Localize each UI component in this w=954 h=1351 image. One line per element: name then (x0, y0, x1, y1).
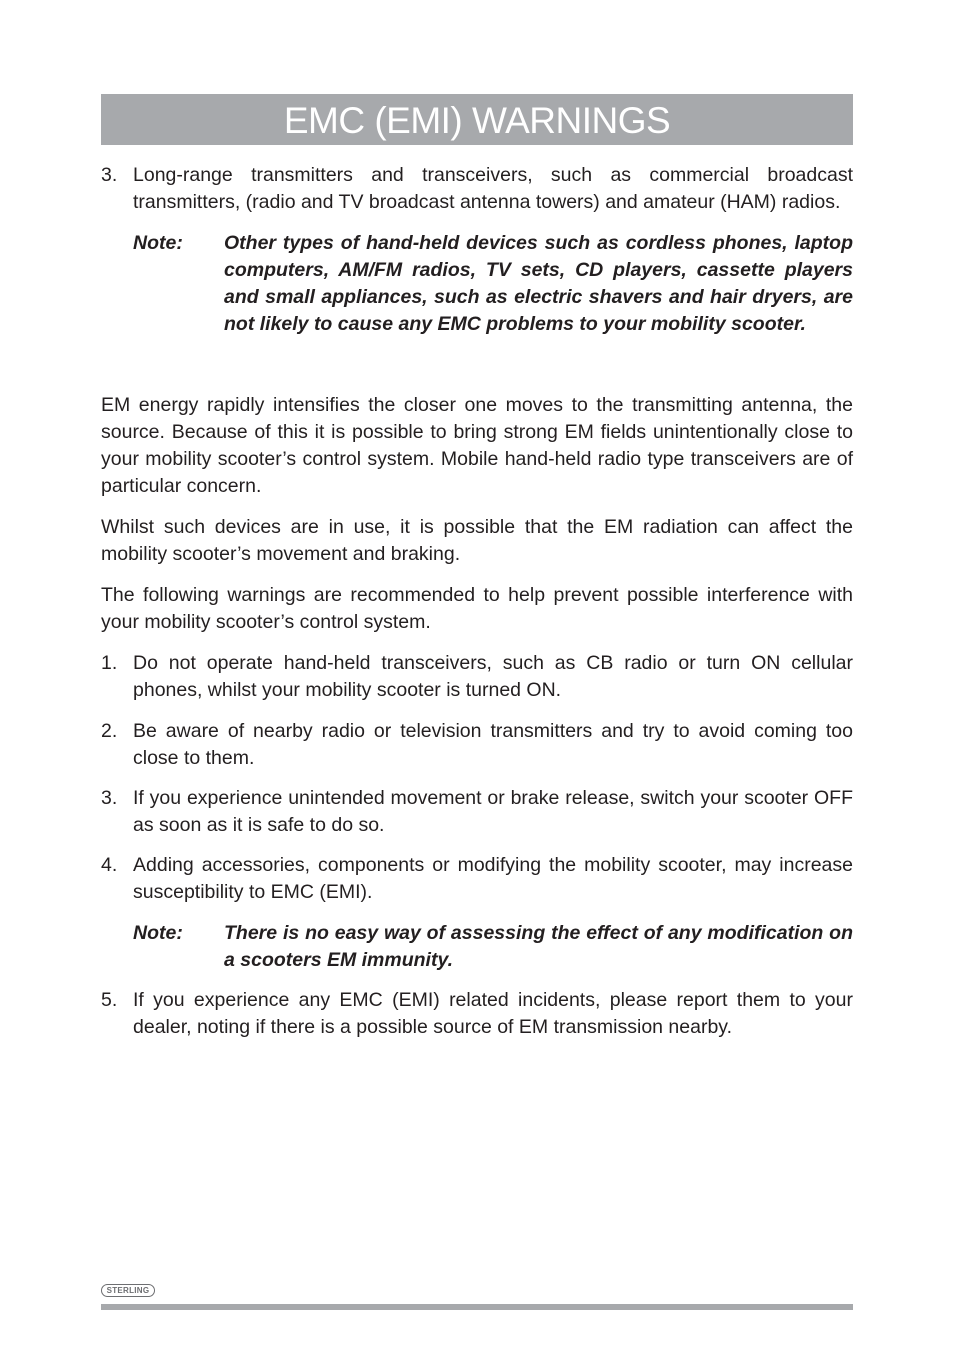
list-text: Do not operate hand-held transceivers, such as CB radio or turn ON cellular phones, whilst your mobility scooter is turned ON. (133, 652, 853, 701)
section-header-bar (101, 94, 853, 145)
warning-item-3 (101, 785, 853, 839)
warning-item-4 (101, 852, 853, 906)
note-text: Other types of hand-held devices such as cordless phones, laptop computers, AM/FM radios, TV sets, CD players, cassette players and small appliances, such as electric shavers and hair dryers, are not likely to cause any EMC problems to your mobility scooter. (224, 232, 853, 335)
list-text: If you experience unintended movement or brake release, switch your scooter OFF as soon as it is safe to do so. (133, 787, 853, 836)
list-number: 4. (101, 854, 118, 876)
list-text: Adding accessories, components or modifying the mobility scooter, may increase susceptibility to EMC (EMI). (133, 854, 853, 903)
paragraph-devices-in-use: Whilst such devices are in use, it is possible that the EM radiation can affect the mobility scooter’s movement and braking. (101, 516, 853, 565)
paragraph-following-warnings: The following warnings are recommended to help prevent possible interference with your mobility scooter’s control system. (101, 584, 853, 633)
list-number: 2. (101, 720, 118, 742)
list-number: 1. (101, 652, 118, 674)
note-em-immunity (133, 920, 853, 974)
list-number: 3. (101, 164, 118, 186)
note-label: Note: (133, 232, 183, 254)
note-hand-held-devices (133, 230, 853, 338)
list-text: Long-range transmitters and transceivers, such as commercial broadcast transmitters, (radio and TV broadcast antenna towers) and amateur (HAM) radios. (133, 164, 853, 213)
page-title: EMC (EMI) WARNINGS (283, 100, 671, 141)
document-body (101, 162, 853, 1041)
note-text: There is no easy way of assessing the effect of any modification on a scooters EM immunity. (224, 922, 853, 971)
note-label: Note: (133, 922, 183, 944)
paragraph-em-energy: EM energy rapidly intensifies the closer one moves to the transmitting antenna, the source. Because of this it is possible to bring strong EM fields unintentionally close to your mobility scooter’s control system. Mobile hand-held radio type transceivers are of particular concern. (101, 394, 853, 497)
warning-item-5 (101, 987, 853, 1041)
list-number: 5. (101, 989, 118, 1011)
list-text: Be aware of nearby radio or television transmitters and try to avoid coming too close to them. (133, 720, 853, 769)
list-text: If you experience any EMC (EMI) related incidents, please report them to your dealer, noting if there is a possible source of EM transmission nearby. (133, 989, 853, 1038)
list-item-intro-3 (101, 162, 853, 216)
list-number: 3. (101, 787, 118, 809)
warning-item-2 (101, 718, 853, 772)
footer-divider-bar (101, 1304, 853, 1310)
warning-item-1 (101, 650, 853, 704)
sterling-logo: STERLING (101, 1284, 155, 1297)
